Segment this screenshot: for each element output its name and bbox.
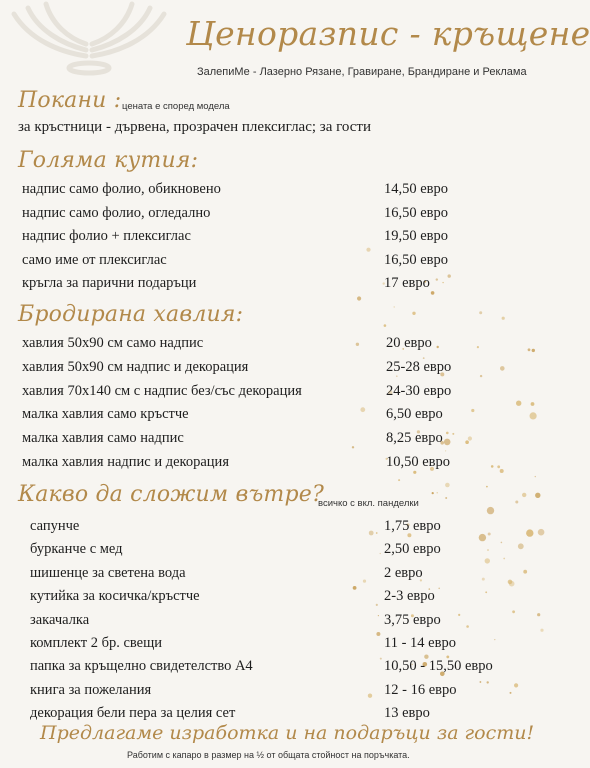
invitations-line: за кръстници - дървена, прозрачен плексиглас; за гости [18, 119, 372, 135]
invitations-heading: Покани : [18, 88, 122, 113]
item-price: 10,50 - 15,50 евро [384, 658, 493, 675]
price-row [0, 430, 543, 452]
price-row [0, 335, 543, 357]
item-price: 20 евро [386, 335, 432, 351]
item-price: 10,50 евро [386, 454, 451, 470]
item-name: надпис фолио + плексиглас [22, 228, 191, 244]
price-row [0, 565, 543, 587]
item-price: 11 - 14 евро [384, 635, 456, 651]
price-row [0, 228, 543, 250]
gold-speckle [432, 492, 434, 494]
price-row [0, 454, 543, 476]
gold-speckle [502, 317, 505, 320]
item-price: 2,50 евро [384, 541, 441, 558]
item-price: 14,50 евро [384, 181, 449, 197]
page-subtitle: ЗалепиМе - Лазерно Рязане, Гравиране, Брандиране и Реклама [197, 66, 527, 78]
item-name: закачалка [30, 611, 90, 628]
gold-speckle [412, 312, 415, 315]
price-row [0, 181, 543, 203]
item-name: малка хавлия само кръстче [22, 406, 189, 423]
footer-note: Работим с капаро в размер на ½ от общата стойност на поръчката. [127, 750, 410, 760]
item-name: кутийка за косичка/кръстче [30, 588, 200, 605]
footer-headline: Предлагаме изработка и на подаръци за гости! [40, 722, 535, 744]
item-name: шишенце за светена вода [30, 564, 186, 581]
item-price: 16,50 евро [384, 251, 449, 268]
towel-heading: Бродирана хавлия: [18, 302, 244, 327]
item-price: 19,50 евро [384, 228, 449, 244]
price-row [0, 612, 543, 634]
inside-note: всичко с вкл. панделки [318, 498, 419, 509]
item-name: хавлия 70х140 см с надпис без/със декорация [22, 382, 302, 399]
item-price: 2 евро [384, 564, 423, 581]
gold-speckle [522, 493, 526, 497]
big-box-heading: Голяма кутия: [18, 148, 199, 173]
price-row [0, 252, 543, 274]
item-price: 17 евро [384, 275, 430, 291]
item-name: малка хавлия надпис и декорация [22, 454, 229, 470]
item-price: 25-28 евро [386, 358, 452, 375]
item-name: хавлия 50х90 см надпис и декорация [22, 358, 249, 375]
price-row [0, 658, 543, 680]
gold-speckle [394, 306, 395, 307]
gold-speckle [437, 492, 438, 493]
gold-speckle [384, 324, 387, 327]
item-price: 24-30 евро [386, 382, 452, 399]
item-name: надпис само фолио, обикновено [22, 181, 221, 197]
gold-speckle [515, 501, 518, 504]
page-title: Ценоразпис - кръщене [186, 14, 590, 53]
item-price: 6,50 евро [386, 406, 443, 423]
gold-speckle [398, 479, 400, 481]
inside-heading: Какво да сложим вътре? [18, 482, 324, 507]
gold-speckle [445, 497, 447, 499]
price-row [0, 588, 543, 610]
item-price: 1,75 евро [384, 518, 441, 534]
gold-speckle [535, 476, 536, 477]
item-name: само име от плексиглас [22, 251, 167, 268]
item-name: малка хавлия само надпис [22, 430, 184, 447]
gold-speckle [535, 493, 540, 498]
item-price: 13 евро [384, 705, 430, 722]
item-price: 16,50 евро [384, 204, 449, 221]
item-name: хавлия 50х90 см само надпис [22, 335, 204, 351]
price-row [0, 518, 543, 540]
item-name: комплект 2 бр. свещи [30, 635, 163, 651]
price-row [0, 406, 543, 428]
gold-speckle [445, 483, 450, 488]
item-price: 12 - 16 евро [384, 681, 457, 698]
item-name: сапунче [30, 518, 80, 534]
gold-speckle [486, 486, 488, 488]
item-name: декорация бели пера за целия сет [30, 705, 236, 722]
invitations-note: цената е според модела [122, 101, 230, 112]
item-name: папка за кръщелно свидетелство А4 [30, 658, 253, 675]
item-name: кръгла за парични подаръци [22, 275, 197, 291]
price-row [0, 383, 543, 405]
price-row [0, 635, 543, 657]
price-row [0, 359, 543, 381]
gold-speckle [357, 296, 361, 300]
item-price: 2-3 евро [384, 588, 435, 605]
item-name: бурканче с мед [30, 541, 123, 558]
gold-speckle [487, 507, 494, 514]
price-row [0, 275, 543, 297]
item-price: 3,75 евро [384, 611, 441, 628]
item-price: 8,25 евро [386, 430, 443, 447]
item-name: книга за пожелания [30, 681, 152, 698]
gold-speckle [479, 311, 482, 314]
item-name: надпис само фолио, огледално [22, 204, 211, 221]
price-row [0, 682, 543, 704]
price-row [0, 541, 543, 563]
angel-wings-icon [0, 0, 175, 80]
price-row [0, 205, 543, 227]
